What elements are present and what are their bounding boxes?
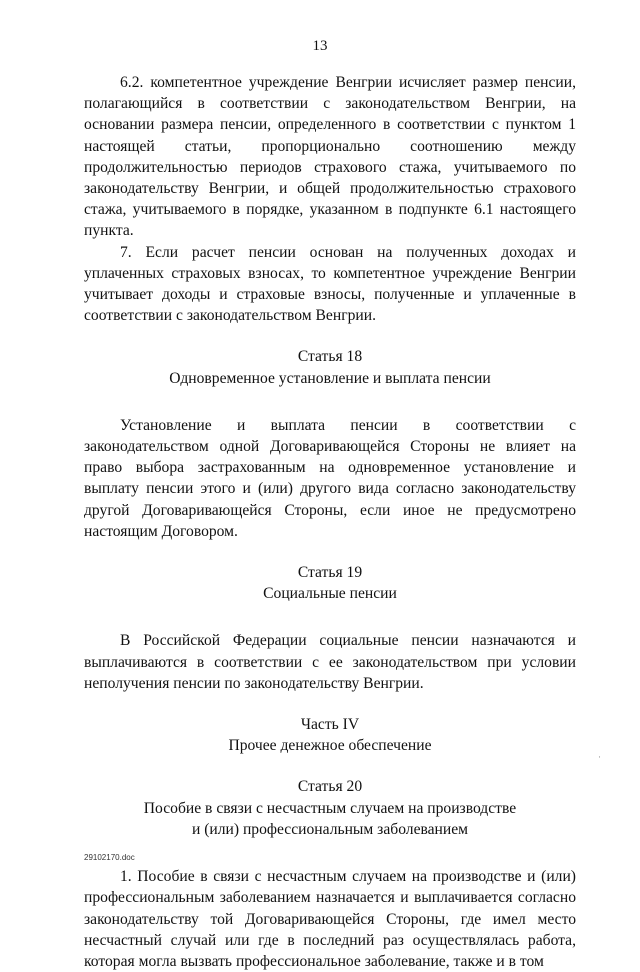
article-19-text: В Российской Федерации социальные пенсии назначаются и выплачиваются в соответствии с ее законодательством при условии неполучения пенсии по законодательству Венгрии.	[84, 632, 576, 692]
part-4-title: Прочее денежное обеспечение	[228, 737, 432, 755]
article-18-title: Одновременное установление и выплата пенсии	[169, 369, 491, 387]
article-18-text: Установление и выплата пенсии в соответствии с законодательством одной Договаривающейся Стороны не влияет на право выбора застрахованным на одновременное установление и выплату пенсии этого и (или) другого вида согласно законодательству другой Договаривающейся Стороны, если иное не предусмотрено настоящим Договором.	[84, 416, 576, 540]
article-20-number: Статья 20	[297, 778, 363, 796]
footer-file-name: 29102170.doc	[84, 853, 135, 862]
article-20-title-line-2: и (или) профессиональным заболеванием	[191, 820, 469, 838]
paragraph-7: 7. Если расчет пенсии основан на полученных доходах и уплаченных страховых взносах, то компетентное учреждение Венгрии учитывает доходы и страховые взносы, полученные и уплаченные в соответствии с законодательством Венгрии.	[84, 243, 576, 325]
part-4-number: Часть IV	[300, 716, 360, 734]
document-body	[84, 72, 576, 972]
article-20-text: 1. Пособие в связи с несчастным случаем на производстве и (или) профессиональным заболеванием назначается и выплачивается согласно законодательству той Договаривающейся Стороны, где имел место несчастный случай или где в последний раз осуществлялась работа, которая могла вызвать профессиональное заболевание, также и в том	[84, 868, 576, 970]
article-19-title: Социальные пенсии	[263, 585, 397, 603]
paragraph-6-2: 6.2. компетентное учреждение Венгрии исчисляет размер пенсии, полагающийся в соответствии с законодательством Венгрии, на основании размера пенсии, определенного в соответствии с пунктом 1 настоящей статьи, пропорционально соотношению между продолжительностью периодов страхового стажа, учитываемого по законодательству Венгрии, и общей продолжительностью страхового стажа, учитываемого в порядке, указанном в подпункте 6.1 настоящего пункта.	[84, 74, 576, 240]
page-number: 13	[312, 38, 328, 54]
margin-mark: ·	[598, 752, 601, 762]
article-19-number: Статья 19	[297, 564, 363, 582]
article-20-title-line-1: Пособие в связи с несчастным случаем на производстве	[143, 799, 517, 817]
article-18-number: Статья 18	[297, 348, 363, 366]
